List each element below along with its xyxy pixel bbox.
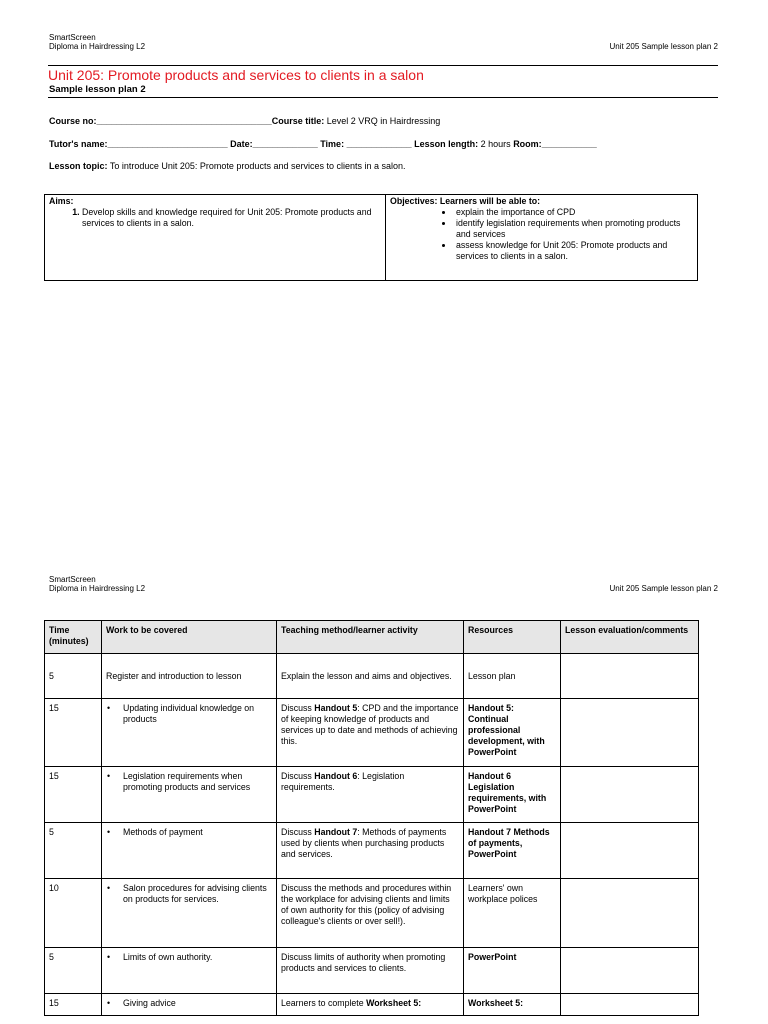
header-org: SmartScreen [49,33,96,42]
table-header-row [45,621,699,654]
lesson-topic-value: To introduce Unit 205: Promote products and services to clients in a salon. [107,161,406,171]
evaluation-cell[interactable] [561,879,699,948]
page-subtitle: Sample lesson plan 2 [49,84,146,95]
time-cell: 5 [45,654,102,699]
time-cell: 5 [45,948,102,994]
method-cell: Discuss the methods and procedures within the workplace for advising clients and limits of own authority for this (policy of advising colleague's clients or over sell!). [277,879,464,948]
work-cell: • Limits of own authority. [102,948,277,994]
time-cell: 15 [45,767,102,823]
time-label: Time: [317,139,345,149]
objective-item: • identify legislation requirements when promoting products and services [454,218,693,240]
table-row [45,948,699,994]
page2-header-right: Unit 205 Sample lesson plan 2 [609,584,718,593]
course-line [49,116,440,126]
time-cell: 10 [45,879,102,948]
work-cell: • Giving advice [102,994,277,1016]
column-header-time: Time (minutes) [45,621,102,654]
aim-item: 1. Develop skills and knowledge required for Unit 205: Promote products and services to clients in a salon. [82,207,381,229]
column-header-work: Work to be covered [102,621,277,654]
title-rule [48,97,718,98]
resources-cell: Worksheet 5: [464,994,561,1016]
header-course: Diploma in Hairdressing L2 [49,584,146,593]
tutor-label: Tutor's name: [49,139,108,149]
header-org: SmartScreen [49,575,96,584]
table-row [45,654,699,699]
resources-cell: Handout 5: Continual professional development, with PowerPoint [464,699,561,767]
column-header-resources: Resources [464,621,561,654]
time-blank[interactable]: _____________ [344,139,412,149]
lesson-length-label: Lesson length: [411,139,479,149]
method-cell: Learners to complete Worksheet 5: [277,994,464,1016]
method-cell: Discuss Handout 6: Legislation requirements. [277,767,464,823]
aims-heading: Aims: [49,196,74,206]
course-no-label: Course no: [49,116,97,126]
evaluation-cell[interactable] [561,767,699,823]
course-no-blank[interactable]: ___________________________________ [96,116,272,126]
method-cell: Discuss limits of authority when promoting products and services to clients. [277,948,464,994]
evaluation-cell[interactable] [561,994,699,1016]
lesson-topic-line [49,161,406,171]
table-row [45,994,699,1016]
work-cell: • Salon procedures for advising clients on products for services. [102,879,277,948]
page2-header-left [49,575,145,593]
method-cell: Discuss Handout 5: CPD and the importance of keeping knowledge of products and services up to date and methods of achieving this. [277,699,464,767]
lesson-topic-label: Lesson topic: [49,161,108,171]
header-course: Diploma in Hairdressing L2 [49,42,146,51]
resources-cell: PowerPoint [464,948,561,994]
lesson-plan-table [44,620,699,1016]
aims-objectives-box [44,194,698,281]
page-title: Unit 205: Promote products and services to clients in a salon [48,67,424,83]
table-row [45,879,699,948]
page1-header-left [49,33,145,51]
column-header-method: Teaching method/learner activity [277,621,464,654]
time-cell: 5 [45,823,102,879]
method-cell: Discuss Handout 7: Methods of payments used by clients when purchasing products and services. [277,823,464,879]
resources-cell: Lesson plan [464,654,561,699]
resources-cell: Learners' own workplace polices [464,879,561,948]
table-row [45,823,699,879]
tutor-line [49,139,597,149]
date-blank[interactable]: _____________ [252,139,318,149]
room-blank[interactable]: ___________ [541,139,597,149]
column-header-evaluation: Lesson evaluation/comments [561,621,699,654]
resources-cell: Handout 7 Methods of payments, PowerPoint [464,823,561,879]
table-row [45,699,699,767]
evaluation-cell[interactable] [561,948,699,994]
objectives-heading: Objectives: Learners will be able to: [390,196,541,206]
course-title-value: Level 2 VRQ in Hairdressing [324,116,441,126]
method-cell: Explain the lesson and aims and objectives. [277,654,464,699]
evaluation-cell[interactable] [561,823,699,879]
objective-item: • assess knowledge for Unit 205: Promote products and services to clients in a salon. [454,240,693,262]
objective-item: • explain the importance of CPD [454,207,693,218]
tutor-blank[interactable]: ________________________ [107,139,228,149]
time-cell: 15 [45,699,102,767]
time-cell: 15 [45,994,102,1016]
page1-header-right: Unit 205 Sample lesson plan 2 [609,42,718,51]
aims-cell [45,195,386,280]
header-rule [48,65,718,66]
room-label: Room: [513,139,542,149]
evaluation-cell[interactable] [561,654,699,699]
work-cell: • Methods of payment [102,823,277,879]
work-cell: Register and introduction to lesson [102,654,277,699]
lesson-length-value: 2 hours [478,139,514,149]
objectives-cell [386,195,697,282]
resources-cell: Handout 6 Legislation requirements, with PowerPoint [464,767,561,823]
work-cell: • Updating individual knowledge on products [102,699,277,767]
work-cell: • Legislation requirements when promoting products and services [102,767,277,823]
course-title-label: Course title: [271,116,325,126]
date-label: Date: [227,139,253,149]
table-row [45,767,699,823]
evaluation-cell[interactable] [561,699,699,767]
